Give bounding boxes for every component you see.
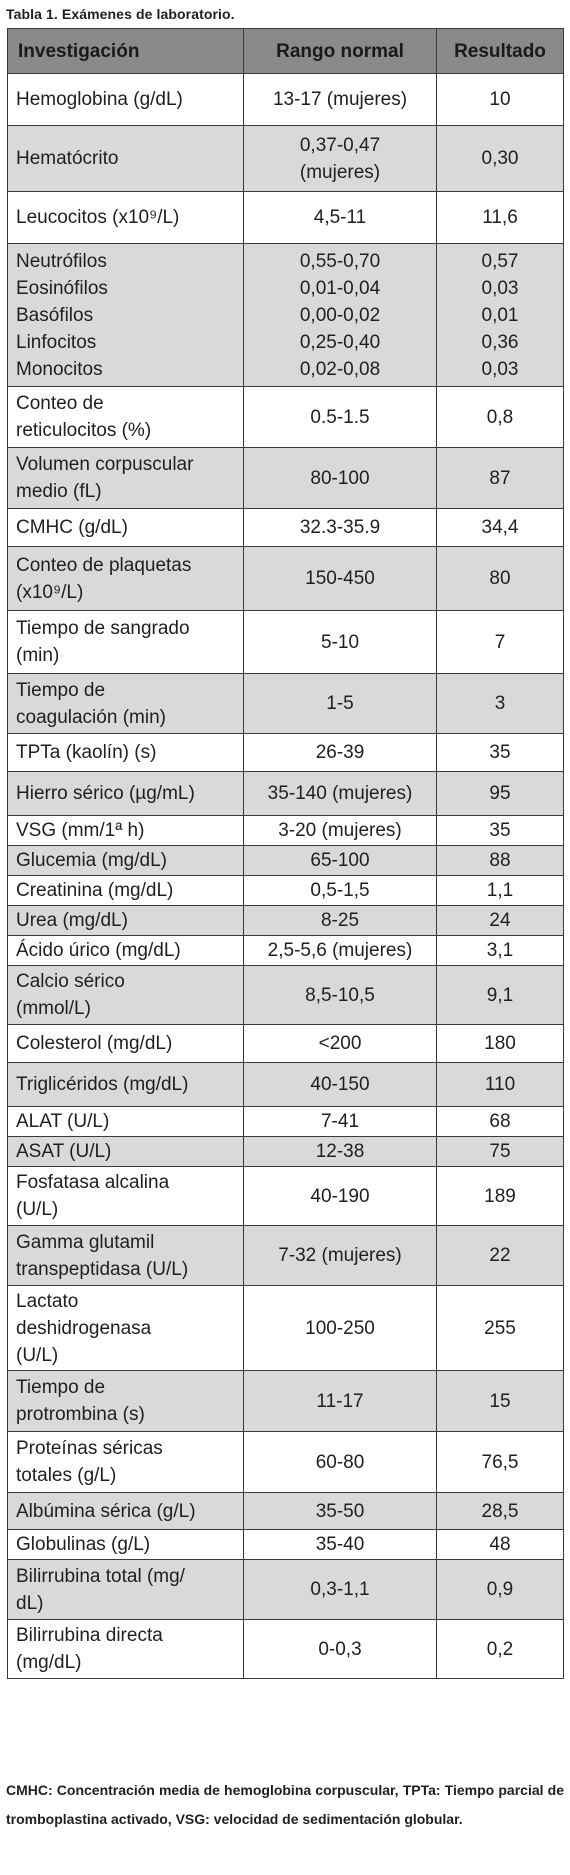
cell-investigacion: Ácido úrico (mg/dL) (8, 936, 244, 966)
cell-investigacion: Calcio sérico (mmol/L) (8, 966, 244, 1025)
table-row (8, 74, 564, 126)
cell-resultado: 3,1 (437, 936, 564, 966)
cell-investigacion: Hemoglobina (g/dL) (8, 74, 244, 126)
table-row (8, 772, 564, 816)
cell-investigacion: Leucocitos (x10⁹/L) (8, 192, 244, 244)
cell-investigacion: Urea (mg/dL) (8, 906, 244, 936)
cell-rango-normal: 1-5 (244, 674, 437, 734)
cell-rango-normal: 5-10 (244, 611, 437, 674)
cell-resultado: 255 (437, 1286, 564, 1371)
cell-investigacion: ASAT (U/L) (8, 1137, 244, 1167)
cell-resultado: 110 (437, 1063, 564, 1107)
table-row (8, 1226, 564, 1286)
cell-resultado: 0,9 (437, 1560, 564, 1620)
cell-resultado: 87 (437, 448, 564, 509)
cell-rango-normal: 0,37-0,47 (mujeres) (244, 126, 437, 192)
table-row (8, 1493, 564, 1530)
cell-resultado: 48 (437, 1530, 564, 1560)
table-row (8, 611, 564, 674)
cell-rango-normal: 12-38 (244, 1137, 437, 1167)
cell-investigacion: Bilirrubina total (mg/ dL) (8, 1560, 244, 1620)
cell-rango-normal: 40-150 (244, 1063, 437, 1107)
table-caption: Tabla 1. Exámenes de laboratorio. (6, 6, 235, 22)
table-row (8, 509, 564, 547)
cell-investigacion: CMHC (g/dL) (8, 509, 244, 547)
cell-resultado: 34,4 (437, 509, 564, 547)
cell-rango-normal: 80-100 (244, 448, 437, 509)
cell-resultado: 0,2 (437, 1620, 564, 1679)
cell-investigacion: Globulinas (g/L) (8, 1530, 244, 1560)
table-row (8, 876, 564, 906)
table-row (8, 126, 564, 192)
cell-resultado: 1,1 (437, 876, 564, 906)
table-row (8, 1286, 564, 1371)
cell-investigacion: Albúmina sérica (g/L) (8, 1493, 244, 1530)
cell-investigacion: Volumen corpuscular medio (fL) (8, 448, 244, 509)
cell-rango-normal: 35-140 (mujeres) (244, 772, 437, 816)
cell-rango-normal: 35-40 (244, 1530, 437, 1560)
table-row (8, 387, 564, 448)
cell-investigacion: Conteo de reticulocitos (%) (8, 387, 244, 448)
cell-resultado: 189 (437, 1167, 564, 1226)
cell-resultado: 95 (437, 772, 564, 816)
cell-investigacion: VSG (mm/1ª h) (8, 816, 244, 846)
cell-rango-normal: 150-450 (244, 547, 437, 611)
cell-resultado: 68 (437, 1107, 564, 1137)
cell-resultado: 0,30 (437, 126, 564, 192)
table-row (8, 547, 564, 611)
cell-rango-normal: 4,5-11 (244, 192, 437, 244)
table-row (8, 1167, 564, 1226)
lab-results-table (7, 28, 564, 1679)
table-row (8, 192, 564, 244)
cell-rango-normal: 0,55-0,70 0,01-0,04 0,00-0,02 0,25-0,40 0,02-0,08 (244, 244, 437, 387)
cell-resultado: 88 (437, 846, 564, 876)
cell-investigacion: Proteínas séricas totales (g/L) (8, 1432, 244, 1493)
cell-rango-normal: 32.3-35.9 (244, 509, 437, 547)
header-resultado: Resultado (437, 29, 564, 74)
cell-investigacion: Tiempo de coagulación (min) (8, 674, 244, 734)
cell-investigacion: Fosfatasa alcalina (U/L) (8, 1167, 244, 1226)
cell-resultado: 10 (437, 74, 564, 126)
cell-rango-normal: 0.5-1.5 (244, 387, 437, 448)
cell-investigacion: Gamma glutamil transpeptidasa (U/L) (8, 1226, 244, 1286)
table-row (8, 1107, 564, 1137)
cell-rango-normal: 26-39 (244, 734, 437, 772)
cell-rango-normal: 11-17 (244, 1371, 437, 1432)
cell-investigacion: Creatinina (mg/dL) (8, 876, 244, 906)
cell-investigacion: TPTa (kaolín) (s) (8, 734, 244, 772)
cell-investigacion: Hematócrito (8, 126, 244, 192)
cell-rango-normal: 7-41 (244, 1107, 437, 1137)
cell-resultado: 35 (437, 816, 564, 846)
cell-resultado: 80 (437, 547, 564, 611)
cell-resultado: 15 (437, 1371, 564, 1432)
table-row (8, 1620, 564, 1679)
cell-resultado: 7 (437, 611, 564, 674)
cell-investigacion: Tiempo de sangrado (min) (8, 611, 244, 674)
table-header-row (8, 29, 564, 74)
cell-investigacion: Tiempo de protrombina (s) (8, 1371, 244, 1432)
table-row (8, 1137, 564, 1167)
cell-resultado: 3 (437, 674, 564, 734)
cell-investigacion: Bilirrubina directa (mg/dL) (8, 1620, 244, 1679)
cell-resultado: 180 (437, 1025, 564, 1063)
header-rango-normal: Rango normal (244, 29, 437, 74)
table-row (8, 1560, 564, 1620)
table-row (8, 1371, 564, 1432)
cell-resultado: 0,8 (437, 387, 564, 448)
header-investigacion: Investigación (8, 29, 244, 74)
cell-investigacion: ALAT (U/L) (8, 1107, 244, 1137)
cell-resultado: 76,5 (437, 1432, 564, 1493)
cell-rango-normal: 8,5-10,5 (244, 966, 437, 1025)
table-row (8, 1063, 564, 1107)
cell-investigacion: Conteo de plaquetas (x10⁹/L) (8, 547, 244, 611)
cell-resultado: 75 (437, 1137, 564, 1167)
cell-rango-normal: 13-17 (mujeres) (244, 74, 437, 126)
table-row (8, 674, 564, 734)
cell-investigacion: Triglicéridos (mg/dL) (8, 1063, 244, 1107)
table-footnote: CMHC: Concentración media de hemoglobina corpuscular, TPTa: Tiempo parcial de tromboplastina activado, VSG: velocidad de sedimentación globular. (6, 1782, 564, 1827)
cell-resultado: 22 (437, 1226, 564, 1286)
table-row (8, 846, 564, 876)
cell-resultado: 11,6 (437, 192, 564, 244)
cell-investigacion: Hierro sérico (µg/mL) (8, 772, 244, 816)
cell-rango-normal: 60-80 (244, 1432, 437, 1493)
cell-investigacion: Lactato deshidrogenasa (U/L) (8, 1286, 244, 1371)
cell-rango-normal: 40-190 (244, 1167, 437, 1226)
table-row (8, 936, 564, 966)
table-row (8, 1432, 564, 1493)
cell-rango-normal: 0,3-1,1 (244, 1560, 437, 1620)
cell-investigacion: Colesterol (mg/dL) (8, 1025, 244, 1063)
cell-rango-normal: 65-100 (244, 846, 437, 876)
cell-rango-normal: 2,5-5,6 (mujeres) (244, 936, 437, 966)
cell-resultado: 9,1 (437, 966, 564, 1025)
cell-investigacion: Neutrófilos Eosinófilos Basófilos Linfocitos Monocitos (8, 244, 244, 387)
cell-rango-normal: 3-20 (mujeres) (244, 816, 437, 846)
cell-rango-normal: <200 (244, 1025, 437, 1063)
cell-rango-normal: 0,5-1,5 (244, 876, 437, 906)
cell-resultado: 0,57 0,03 0,01 0,36 0,03 (437, 244, 564, 387)
table-row (8, 816, 564, 846)
cell-investigacion: Glucemia (mg/dL) (8, 846, 244, 876)
cell-rango-normal: 7-32 (mujeres) (244, 1226, 437, 1286)
table-row (8, 734, 564, 772)
cell-resultado: 35 (437, 734, 564, 772)
cell-rango-normal: 100-250 (244, 1286, 437, 1371)
table-row (8, 1530, 564, 1560)
cell-resultado: 28,5 (437, 1493, 564, 1530)
table-row (8, 244, 564, 387)
table-row (8, 1025, 564, 1063)
cell-rango-normal: 8-25 (244, 906, 437, 936)
table-row (8, 906, 564, 936)
cell-resultado: 24 (437, 906, 564, 936)
table-row (8, 966, 564, 1025)
cell-rango-normal: 35-50 (244, 1493, 437, 1530)
table-row (8, 448, 564, 509)
cell-rango-normal: 0-0,3 (244, 1620, 437, 1679)
